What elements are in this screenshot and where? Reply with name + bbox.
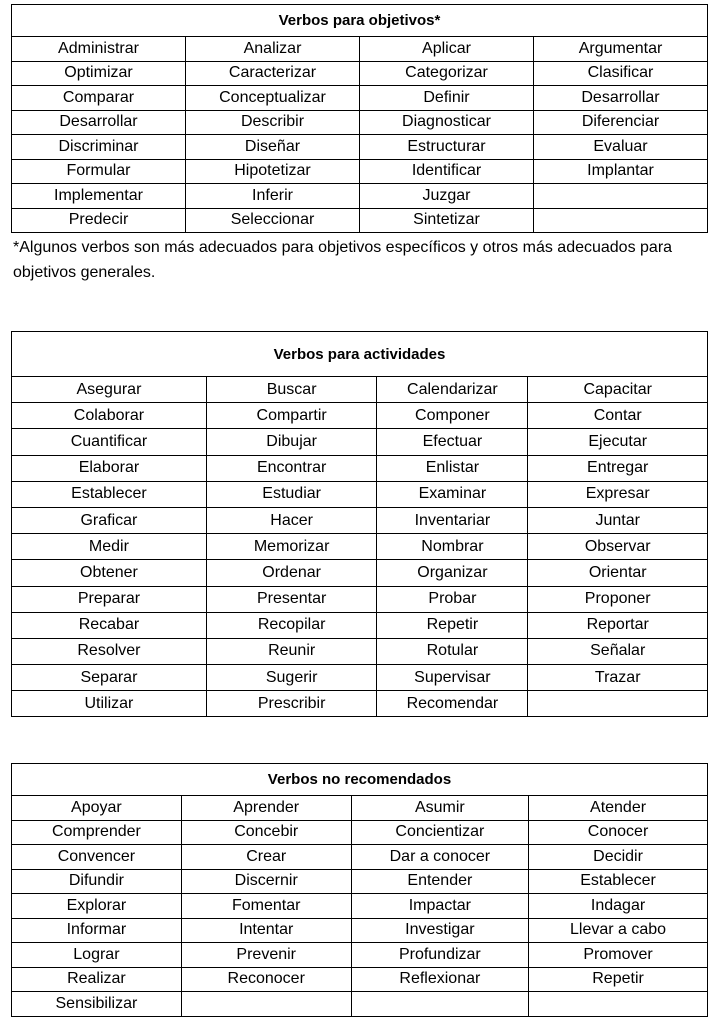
verb-cell: Examinar (377, 481, 528, 507)
verb-cell: Señalar (528, 638, 708, 664)
verb-cell: Explorar (12, 894, 182, 919)
verb-cell: Enlistar (377, 455, 528, 481)
table-row (12, 86, 708, 111)
table-row (12, 61, 708, 86)
verb-cell: Reconocer (181, 967, 351, 992)
verb-cell: Fomentar (181, 894, 351, 919)
verb-cell: Establecer (12, 481, 207, 507)
verb-cell: Asegurar (12, 377, 207, 403)
verb-cell (529, 992, 708, 1017)
verb-cell: Contar (528, 403, 708, 429)
table-row (12, 796, 708, 821)
verb-cell: Hacer (206, 507, 377, 533)
verb-cell: Discernir (181, 869, 351, 894)
verb-cell: Reflexionar (351, 967, 528, 992)
verb-cell: Aprender (181, 796, 351, 821)
verb-cell: Lograr (12, 943, 182, 968)
verb-cell: Realizar (12, 967, 182, 992)
table-row (12, 534, 708, 560)
verb-cell: Discriminar (12, 135, 186, 160)
verb-cell: Seleccionar (186, 208, 360, 233)
table-row (12, 208, 708, 233)
verb-cell: Buscar (206, 377, 377, 403)
verb-cell: Conocer (529, 820, 708, 845)
verb-cell: Implantar (534, 159, 708, 184)
table-row (12, 481, 708, 507)
verb-cell: Asumir (351, 796, 528, 821)
verb-cell: Ejecutar (528, 429, 708, 455)
verb-cell: Establecer (529, 869, 708, 894)
verb-cell: Organizar (377, 560, 528, 586)
verb-cell: Argumentar (534, 37, 708, 62)
verb-cell: Formular (12, 159, 186, 184)
verb-cell: Observar (528, 534, 708, 560)
verb-cell: Cuantificar (12, 429, 207, 455)
verb-cell: Comprender (12, 820, 182, 845)
table-row (12, 135, 708, 160)
verb-cell: Concebir (181, 820, 351, 845)
verb-cell: Recabar (12, 612, 207, 638)
verb-cell: Inventariar (377, 507, 528, 533)
verb-cell: Desarrollar (534, 86, 708, 111)
table-row (12, 507, 708, 533)
verb-cell: Obtener (12, 560, 207, 586)
verb-cell: Medir (12, 534, 207, 560)
verb-cell: Identificar (360, 159, 534, 184)
table-row (12, 612, 708, 638)
verb-cell: Llevar a cabo (529, 918, 708, 943)
verb-cell: Profundizar (351, 943, 528, 968)
verb-cell: Sintetizar (360, 208, 534, 233)
verb-cell: Estructurar (360, 135, 534, 160)
table-row (12, 37, 708, 62)
verb-cell: Sensibilizar (12, 992, 182, 1017)
table-row (12, 845, 708, 870)
table-row (12, 918, 708, 943)
verb-cell: Predecir (12, 208, 186, 233)
verb-cell: Impactar (351, 894, 528, 919)
verb-cell: Encontrar (206, 455, 377, 481)
verb-cell: Rotular (377, 638, 528, 664)
verb-cell: Recomendar (377, 691, 528, 717)
verb-cell: Preparar (12, 586, 207, 612)
verb-cell: Difundir (12, 869, 182, 894)
table-row (12, 110, 708, 135)
no-recomendados-table (11, 763, 708, 1017)
verb-cell: Clasificar (534, 61, 708, 86)
verb-cell: Capacitar (528, 377, 708, 403)
verb-cell: Describir (186, 110, 360, 135)
verb-cell: Prescribir (206, 691, 377, 717)
table-row (12, 403, 708, 429)
verb-cell: Ordenar (206, 560, 377, 586)
verb-cell: Probar (377, 586, 528, 612)
verb-cell: Proponer (528, 586, 708, 612)
verb-cell: Administrar (12, 37, 186, 62)
verb-cell: Repetir (377, 612, 528, 638)
verb-cell: Juntar (528, 507, 708, 533)
verb-cell: Investigar (351, 918, 528, 943)
verb-cell: Resolver (12, 638, 207, 664)
verb-cell: Decidir (529, 845, 708, 870)
verb-cell: Caracterizar (186, 61, 360, 86)
verb-cell: Hipotetizar (186, 159, 360, 184)
verb-cell: Graficar (12, 507, 207, 533)
verb-cell: Sugerir (206, 665, 377, 691)
verb-cell: Utilizar (12, 691, 207, 717)
verb-cell: Juzgar (360, 184, 534, 209)
verb-cell (181, 992, 351, 1017)
verb-cell: Prevenir (181, 943, 351, 968)
verb-cell: Componer (377, 403, 528, 429)
verb-cell (534, 208, 708, 233)
verb-cell: Categorizar (360, 61, 534, 86)
verb-cell: Supervisar (377, 665, 528, 691)
verb-cell: Entender (351, 869, 528, 894)
verb-cell: Conceptualizar (186, 86, 360, 111)
table-row (12, 429, 708, 455)
verb-cell: Expresar (528, 481, 708, 507)
table-row (12, 159, 708, 184)
objetivos-footnote: *Algunos verbos son más adecuados para objetivos específicos y otros más adecuados para objetivos generales. (13, 239, 673, 281)
table-row (12, 455, 708, 481)
table-row (12, 184, 708, 209)
verb-cell: Inferir (186, 184, 360, 209)
no-recomendados-title: Verbos no recomendados (12, 764, 708, 796)
verb-cell: Promover (529, 943, 708, 968)
verb-cell: Optimizar (12, 61, 186, 86)
verb-cell: Reunir (206, 638, 377, 664)
verb-cell: Diferenciar (534, 110, 708, 135)
verb-cell: Evaluar (534, 135, 708, 160)
verb-cell: Entregar (528, 455, 708, 481)
verb-cell: Comparar (12, 86, 186, 111)
verb-cell: Dar a conocer (351, 845, 528, 870)
verb-cell: Colaborar (12, 403, 207, 429)
verb-cell: Recopilar (206, 612, 377, 638)
objetivos-title: Verbos para objetivos* (12, 5, 708, 37)
table-row (12, 586, 708, 612)
verb-cell: Memorizar (206, 534, 377, 560)
verb-cell: Concientizar (351, 820, 528, 845)
verb-cell: Analizar (186, 37, 360, 62)
verb-cell (528, 691, 708, 717)
verb-cell: Informar (12, 918, 182, 943)
verb-cell (351, 992, 528, 1017)
verb-cell: Apoyar (12, 796, 182, 821)
verb-cell: Atender (529, 796, 708, 821)
verb-cell: Definir (360, 86, 534, 111)
verb-cell: Separar (12, 665, 207, 691)
verb-cell: Reportar (528, 612, 708, 638)
table-row (12, 869, 708, 894)
verb-cell: Crear (181, 845, 351, 870)
verb-cell: Desarrollar (12, 110, 186, 135)
verb-cell: Nombrar (377, 534, 528, 560)
verb-cell: Estudiar (206, 481, 377, 507)
verb-cell: Calendarizar (377, 377, 528, 403)
table-row (12, 820, 708, 845)
verb-cell: Orientar (528, 560, 708, 586)
table-row (12, 665, 708, 691)
table-row (12, 894, 708, 919)
verb-cell: Elaborar (12, 455, 207, 481)
verb-cell: Convencer (12, 845, 182, 870)
table-row (12, 691, 708, 717)
objetivos-table (11, 4, 708, 233)
table-row (12, 560, 708, 586)
verb-cell: Presentar (206, 586, 377, 612)
actividades-table (11, 331, 708, 717)
table-row (12, 638, 708, 664)
verb-cell: Indagar (529, 894, 708, 919)
verb-cell: Aplicar (360, 37, 534, 62)
table-row (12, 377, 708, 403)
actividades-title: Verbos para actividades (12, 332, 708, 377)
verb-cell: Diseñar (186, 135, 360, 160)
verb-cell: Repetir (529, 967, 708, 992)
verb-cell: Implementar (12, 184, 186, 209)
verb-cell: Compartir (206, 403, 377, 429)
table-row (12, 943, 708, 968)
verb-cell: Diagnosticar (360, 110, 534, 135)
verb-cell: Intentar (181, 918, 351, 943)
verb-cell: Dibujar (206, 429, 377, 455)
table-row (12, 967, 708, 992)
verb-cell: Efectuar (377, 429, 528, 455)
table-row (12, 992, 708, 1017)
verb-cell: Trazar (528, 665, 708, 691)
verb-cell (534, 184, 708, 209)
